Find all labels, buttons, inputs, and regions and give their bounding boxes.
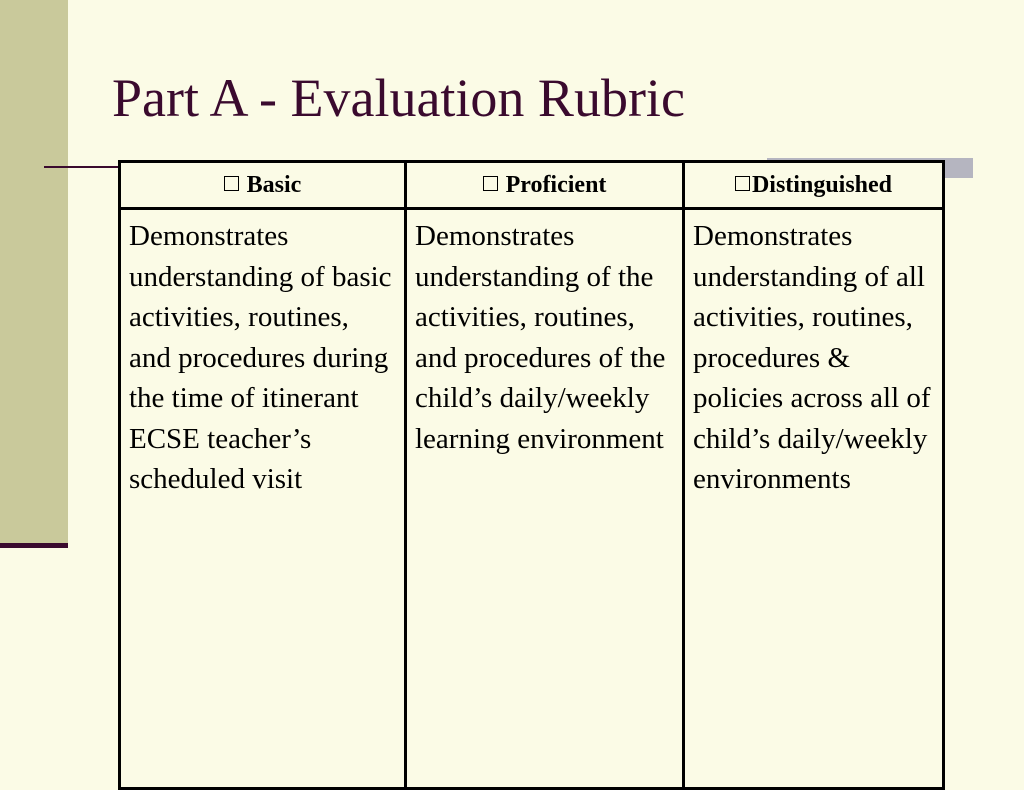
checkbox-icon [735, 176, 750, 191]
header-distinguished-label: Distinguished [751, 171, 893, 198]
cell-proficient-description: Demonstrates understanding of the activities, routines, and procedures of the child’s daily/weekly learning environment [406, 209, 684, 789]
slide-title: Part A - Evaluation Rubric [112, 68, 685, 128]
checkbox-icon [483, 176, 498, 191]
header-basic-label: Basic [246, 171, 302, 198]
header-proficient [406, 162, 684, 209]
rubric-header-row [120, 162, 944, 209]
header-basic [120, 162, 406, 209]
left-decorative-band [0, 0, 68, 543]
rubric-table [118, 160, 945, 790]
header-distinguished [684, 162, 944, 209]
left-decorative-rule [0, 543, 68, 548]
cell-basic-description: Demonstrates understanding of basic activities, routines, and procedures during the time of itinerant ECSE teacher’s scheduled visit [120, 209, 406, 789]
header-proficient-label: Proficient [505, 171, 607, 198]
checkbox-icon [224, 176, 239, 191]
rubric-description-row [120, 209, 944, 789]
cell-distinguished-description: Demonstrates understanding of all activities, routines, procedures & policies across all of child’s daily/weekly environments [684, 209, 944, 789]
